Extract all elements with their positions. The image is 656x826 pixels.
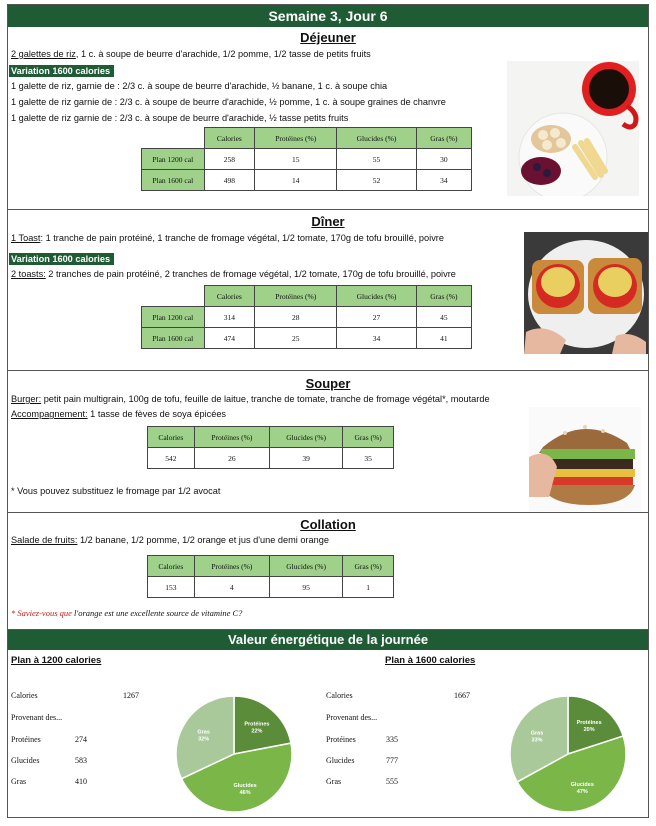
collation-line-1-rest: 1/2 banane, 1/2 pomme, 1/2 orange et jus d'une demi orange: [77, 535, 329, 545]
cell-gras: 41: [416, 328, 471, 349]
plan1600-calories-label: Calories: [326, 691, 353, 700]
collation-nutrition-table: [147, 555, 394, 598]
page-header: Semaine 3, Jour 6: [8, 5, 648, 27]
plan1200-glucides-value: 583: [75, 756, 87, 765]
cell-gras: 35: [343, 448, 394, 469]
souper-nutrition-table: [147, 426, 394, 469]
cell-glucides: 55: [337, 149, 417, 170]
plan1200-gras-label: Gras: [11, 777, 27, 786]
plan1600-pie-chart: [505, 692, 631, 816]
plan1200-calories-label: Calories: [11, 691, 38, 700]
plan1600-glucides-value: 777: [386, 756, 398, 765]
plan1200-slice-label-gras: Gras: [197, 729, 210, 736]
row-label: Plan 1600 cal: [142, 170, 205, 191]
diner-title: Dîner: [311, 214, 345, 229]
cell-calories: 153: [148, 577, 195, 598]
plan1200-glucides-label: Glucides: [11, 756, 40, 765]
th-calories: Calories: [148, 556, 195, 577]
plan1200-slice-pct-glucides: 46%: [239, 790, 251, 797]
souper-note: * Vous pouvez substituez le fromage par 1/2 avocat: [11, 486, 221, 496]
section-souper: [8, 371, 648, 513]
dejeuner-main: [11, 49, 371, 59]
plan1200-proteines-label: Protéines: [11, 735, 41, 744]
section-dejeuner: [8, 27, 648, 210]
diner-line-1-rest: : 1 tranche de pain protéiné, 1 tranche de fromage végétal, 1/2 tomate, 170g de tofu brouillé, poivre: [40, 233, 444, 243]
plan1200-slice-pct-proteines: 22%: [251, 728, 263, 735]
plan1600-slice-pct-glucides: 47%: [576, 789, 588, 796]
cell-calories: 498: [204, 170, 255, 191]
cell-gras: 30: [416, 149, 471, 170]
plan1600-gras-label: Gras: [326, 777, 342, 786]
plan1200-title: Plan à 1200 calories: [11, 655, 102, 666]
collation-line-1-item: Salade de fruits:: [11, 535, 78, 545]
cell-glucides: 95: [270, 577, 343, 598]
cell-gras: 1: [343, 577, 394, 598]
th-proteines: Protéines (%): [255, 128, 337, 149]
cell-gras: 45: [416, 307, 471, 328]
row-label: Plan 1200 cal: [142, 149, 205, 170]
th-glucides: Glucides (%): [337, 286, 417, 307]
cell-proteines: 26: [194, 448, 269, 469]
plan1600-slice-label-proteines: Protéines: [576, 719, 602, 726]
cell-glucides: 34: [337, 328, 417, 349]
cell-calories: 258: [204, 149, 255, 170]
toast-photo: [524, 232, 648, 354]
diner-line-2-item: 2 toasts:: [11, 269, 46, 279]
collation-tip-rest: l'orange est une excellente source de vitamine C?: [74, 608, 243, 618]
cell-proteines: 28: [255, 307, 337, 328]
th-proteines: Protéines (%): [194, 427, 269, 448]
meal-plan-page: [7, 4, 649, 818]
th-proteines: Protéines (%): [194, 556, 269, 577]
plan1600-slice-label-gras: Gras: [530, 730, 544, 737]
row-label: Plan 1600 cal: [142, 328, 205, 349]
breakfast-photo: [507, 61, 639, 196]
souper-line-2-rest: 1 tasse de fèves de soya épicées: [87, 409, 227, 419]
th-gras: Gras (%): [343, 427, 394, 448]
plan1200-slice-label-proteines: Protéines: [244, 721, 270, 728]
souper-line-2-item: Accompagnement:: [11, 409, 88, 419]
cell-calories: 542: [148, 448, 195, 469]
th-calories: Calories: [204, 286, 255, 307]
plan1600-glucides-label: Glucides: [326, 756, 355, 765]
row-label: Plan 1200 cal: [142, 307, 205, 328]
dejeuner-main-item: 2 galettes de riz: [11, 49, 76, 59]
th-gras: Gras (%): [416, 286, 471, 307]
dejeuner-var-line-3: 1 galette de riz garnie de : 2/3 c. à soupe de beurre d'arachide, ½ tasse petits fruits: [11, 113, 349, 123]
plan1200-slice-label-glucides: Glucides: [233, 783, 257, 790]
plan1600-slice-pct-gras: 33%: [531, 737, 543, 744]
cell-gras: 34: [416, 170, 471, 191]
collation-tip: [11, 608, 242, 618]
cell-calories: 474: [204, 328, 255, 349]
plan1200-slice-pct-gras: 32%: [198, 736, 210, 743]
souper-line-1-rest: petit pain multigrain, 100g de tofu, feuille de laitue, tranche de tomate, tranche de fromage végétal*, moutarde: [41, 394, 490, 404]
cell-calories: 314: [204, 307, 255, 328]
th-glucides: Glucides (%): [270, 427, 343, 448]
th-calories: Calories: [204, 128, 255, 149]
diner-line-2-rest: 2 tranches de pain protéiné, 2 tranches de fromage végétal, 1/2 tomate, 170g de tofu brouillé, poivre: [45, 269, 456, 279]
plan1600-gras-value: 555: [386, 777, 398, 786]
diner-nutrition-table: [141, 285, 472, 349]
cell-proteines: 14: [255, 170, 337, 191]
plan1600-provenant-label: Provenant des...: [326, 713, 378, 722]
plan1200-pie-chart: [171, 692, 297, 816]
th-glucides: Glucides (%): [337, 128, 417, 149]
th-glucides: Glucides (%): [270, 556, 343, 577]
plan1200-provenant-label: Provenant des...: [11, 713, 63, 722]
th-calories: Calories: [148, 427, 195, 448]
cell-proteines: 4: [194, 577, 269, 598]
valeur-section: [8, 650, 648, 818]
th-gras: Gras (%): [343, 556, 394, 577]
diner-line-1-item: 1 Toast: [11, 233, 41, 243]
section-diner: [8, 210, 648, 371]
cell-glucides: 27: [337, 307, 417, 328]
plan1600-title: Plan à 1600 calories: [385, 655, 476, 666]
dejeuner-var-line-1: 1 galette de riz, garnie de : 2/3 c. à soupe de beurre d'arachide, ½ banane, 1 c. à soupe chia: [11, 81, 388, 91]
th-proteines: Protéines (%): [255, 286, 337, 307]
dejeuner-variation-badge: Variation 1600 calories: [9, 65, 114, 77]
plan1600-calories-value: 1667: [454, 691, 470, 700]
collation-line-1: [11, 535, 329, 545]
section-collation: [8, 513, 648, 630]
plan1600-slice-pct-proteines: 20%: [583, 726, 595, 733]
plan1200-proteines-value: 274: [75, 735, 87, 744]
plan1600-slice-label-glucides: Glucides: [570, 782, 594, 789]
plan1600-proteines-label: Protéines: [326, 735, 356, 744]
burger-photo: [529, 407, 641, 511]
souper-title: Souper: [305, 376, 351, 391]
collation-title: Collation: [300, 517, 356, 532]
souper-line-2: [11, 409, 226, 419]
valeur-header: Valeur énergétique de la journée: [8, 630, 648, 650]
plan1600-proteines-value: 335: [386, 735, 398, 744]
diner-line-1: [11, 233, 444, 243]
cell-proteines: 15: [255, 149, 337, 170]
th-gras: Gras (%): [416, 128, 471, 149]
diner-line-2: [11, 269, 456, 279]
plan1200-gras-value: 410: [75, 777, 87, 786]
souper-line-1-item: Burger:: [11, 394, 42, 404]
plan1200-calories-value: 1267: [123, 691, 139, 700]
dejeuner-var-line-2: 1 galette de riz garnie de : 2/3 c. à soupe de beurre d'arachide, ½ pomme, 1 c. à soupe graines de chanvre: [11, 97, 446, 107]
souper-line-1: [11, 394, 490, 404]
collation-tip-red: * Saviez-vous que: [11, 608, 75, 618]
dejeuner-title: Déjeuner: [300, 30, 356, 45]
diner-variation-badge: Variation 1600 calories: [9, 253, 114, 265]
dejeuner-main-rest: , 1 c. à soupe de beurre d'arachide, 1/2 pomme, 1/2 tasse de petits fruits: [75, 49, 371, 59]
dejeuner-nutrition-table: [141, 127, 472, 191]
cell-glucides: 39: [270, 448, 343, 469]
cell-glucides: 52: [337, 170, 417, 191]
cell-proteines: 25: [255, 328, 337, 349]
